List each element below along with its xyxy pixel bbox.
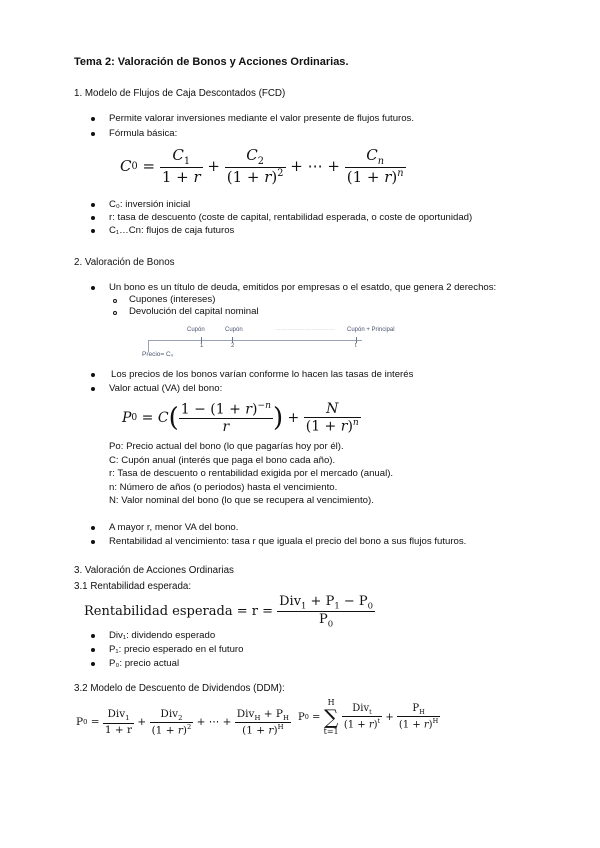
timeline-period-t: t [355,343,357,349]
bond-right-2: Devolución del capital nominal [129,306,259,317]
document-title: Tema 2: Valoración de Bonos y Acciones Ordinarias. [74,56,349,68]
bond-intro: Un bono es un título de deuda, emitidos por empresas o el esatdo, que genera 2 derechos: [109,282,497,293]
bullet-icon [91,229,95,233]
fcd-def-1: C₀: inversión inicial [109,199,191,210]
bond-note-2: Rentabilidad al vencimiento: tasa r que iguala el precio del bono a sus flujos futuros. [109,536,467,547]
bullet-icon [91,648,95,652]
fcd-bullet-1: Permite valorar inversiones mediante el valor presente de flujos futuros. [109,113,415,124]
section-3-2-heading: 3.2 Modelo de Descuento de Dividendos (DDM): [74,683,285,694]
bond-timeline [140,324,412,364]
stock-def-2: P₁: precio esperado en el futuro [109,644,244,655]
bullet-icon [91,117,95,121]
fcd-def-2: r: tasa de descuento (coste de capital, rentabilidad esperada, o coste de oportunidad) [109,212,473,223]
timeline-price: Precio= C₀ [142,351,174,358]
bullet-icon [91,286,95,290]
expected-return-formula: Rentabilidad esperada = r = $\frac{Div_1 + P_1 - P_0}{P_0}$ [84,593,373,629]
bullet-icon [91,662,95,666]
ddm-formula-expanded: P 0 = $\frac{Div_1}{1 + r}$ + $\frac{Div_2}{(1 + r)^2}$ + ⋯ + $\frac{Div_H + P_H}{(1 + r)^H}$ [76,707,289,737]
bullet-icon [91,216,95,220]
timeline-period-2: 2 [231,343,235,349]
bullet-icon [91,203,95,207]
bond-bullet-2: Valor actual (VA) del bono: [109,383,223,394]
bullet-icon [91,387,95,391]
bond-bullet-1: Los precios de los bonos varían conforme lo hacen las tasas de interés [111,369,414,380]
circle-bullet-icon [113,311,117,315]
timeline-axis [148,340,362,341]
bond-var-2: C: Cupón anual (interés que paga el bono cada año). [109,455,336,466]
stock-def-3: P₀: precio actual [109,658,180,669]
bond-formula: P 0 = C ( $\frac{1 - (1 + r)^{-n}}{r}$ ) + $\frac{N}{(1 + r)^n}$ [122,401,359,435]
section-1-heading: 1. Modelo de Flujos de Caja Descontados (FCD) [74,88,286,99]
section-3-1-heading: 3.1 Rentabilidad esperada: [74,581,192,592]
bond-var-5: N: Valor nominal del bono (lo que se recupera al vencimiento). [109,495,374,506]
timeline-last: Cupón + Principal [347,327,395,333]
ddm-formula-sum: P 0 = H ∑ t=1 $\frac{Div_t}{(1 + r)^t}$ + $\frac{P_H}{(1 + r)^H}$ [298,698,439,736]
bond-note-1: A mayor r, menor VA del bono. [109,522,239,533]
bond-right-1: Cupones (intereses) [129,294,216,305]
bond-var-1: Po: Precio actual del bono (lo que pagarías hoy por él). [109,441,344,452]
bullet-icon [91,373,95,377]
fcd-def-3: C₁…Cn: flujos de caja futuros [109,225,235,236]
bullet-icon [91,526,95,530]
fcd-bullet-2: Fórmula básica: [109,128,178,139]
section-3-heading: 3. Valoración de Acciones Ordinarias [74,565,234,576]
bullet-icon [91,540,95,544]
section-2-heading: 2. Valoración de Bonos [74,257,175,268]
timeline-period-1: 1 [200,343,204,349]
bullet-icon [91,132,95,136]
timeline-cupon-1: Cupón [187,327,205,333]
bond-var-3: r: Tasa de descuento o rentabilidad exigida por el mercado (anual). [109,468,394,479]
fcd-formula: C 0 = $\frac{C_1}{1 + r}$ + $\frac{C_2}{(1 + r)^2}$ + ⋯ + $\frac{C_n}{(1 + r)^n}$ [120,146,404,186]
stock-def-1: Div₁: dividendo esperado [109,630,216,641]
timeline-dots: ………………………… [275,326,335,332]
circle-bullet-icon [113,299,117,303]
bullet-icon [91,634,95,638]
bond-var-4: n: Número de años (o periodos) hasta el vencimiento. [109,482,338,493]
timeline-cupon-2: Cupón [225,327,243,333]
